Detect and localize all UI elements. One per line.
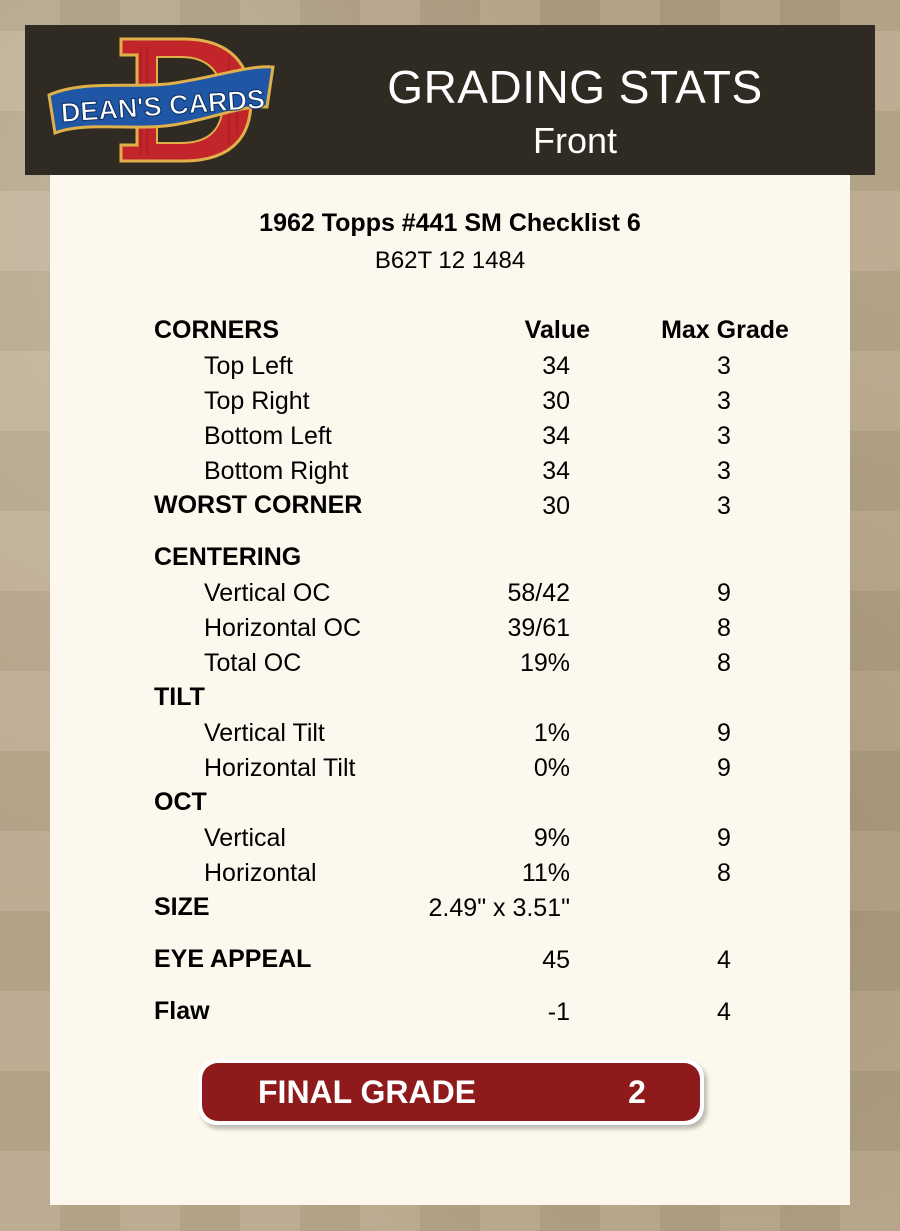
final-grade-badge <box>198 1059 704 1125</box>
eye-appeal-value: 45 <box>542 946 570 974</box>
flaw-max-grade: 4 <box>717 998 731 1026</box>
centering-value: 19% <box>519 649 570 677</box>
centering-max-grade: 8 <box>717 614 731 642</box>
corner-value: 30 <box>542 387 570 415</box>
oct-label: Vertical <box>204 824 286 852</box>
centering-max-grade: 8 <box>717 649 731 677</box>
page-title: GRADING STATS <box>387 61 763 113</box>
centering-value: 39/61 <box>507 614 570 642</box>
final-grade-label: FINAL GRADE <box>258 1074 477 1110</box>
corner-label: Top Left <box>204 352 293 380</box>
tilt-value: 0% <box>533 754 570 782</box>
corner-label: Top Right <box>204 387 310 415</box>
tilt-max-grade: 9 <box>717 719 731 747</box>
deans-cards-logo <box>45 37 285 165</box>
centering-label: Vertical OC <box>204 579 331 607</box>
corner-label: Bottom Right <box>204 457 349 485</box>
oct-heading: OCT <box>154 788 207 816</box>
size-value: 2.49" x 3.51" <box>428 894 570 922</box>
tilt-label: Vertical Tilt <box>204 719 325 747</box>
grading-panel <box>50 175 850 1205</box>
oct-value: 11% <box>521 859 570 887</box>
card-code: B62T 12 1484 <box>374 247 526 274</box>
centering-label: Total OC <box>204 649 302 677</box>
centering-heading: CENTERING <box>154 543 302 571</box>
eye-appeal-label: EYE APPEAL <box>154 945 312 973</box>
corner-max-grade: 3 <box>717 387 731 415</box>
corner-max-grade: 3 <box>717 352 731 380</box>
oct-max-grade: 9 <box>717 824 731 852</box>
final-grade-bar <box>202 1063 700 1121</box>
centering-max-grade: 9 <box>717 579 731 607</box>
corner-value: 34 <box>542 457 570 485</box>
tilt-label: Horizontal Tilt <box>204 754 356 782</box>
tilt-max-grade: 9 <box>717 754 731 782</box>
final-grade-value: 2 <box>628 1074 646 1110</box>
worst-corner-max-grade: 3 <box>717 492 731 520</box>
corner-value: 34 <box>542 422 570 450</box>
max-grade-column-header: Max Grade <box>661 316 789 344</box>
oct-value: 9% <box>533 824 570 852</box>
corner-max-grade: 3 <box>717 422 731 450</box>
oct-label: Horizontal <box>204 859 317 887</box>
corner-max-grade: 3 <box>717 457 731 485</box>
worst-corner-value: 30 <box>542 492 570 520</box>
logo-text: DEAN'S CARDS <box>59 83 266 129</box>
flaw-value: -1 <box>547 998 570 1026</box>
tilt-heading: TILT <box>154 683 205 711</box>
oct-max-grade: 8 <box>717 859 731 887</box>
corner-label: Bottom Left <box>204 422 332 450</box>
eye-appeal-max-grade: 4 <box>717 946 731 974</box>
flaw-label: Flaw <box>154 997 210 1025</box>
centering-value: 58/42 <box>507 579 570 607</box>
corner-value: 34 <box>542 352 570 380</box>
tilt-value: 1% <box>533 719 570 747</box>
page-subtitle: Front <box>532 120 618 161</box>
size-label: SIZE <box>154 893 210 921</box>
centering-label: Horizontal OC <box>204 614 361 642</box>
header-banner <box>25 25 875 175</box>
card-name: 1962 Topps #441 SM Checklist 6 <box>259 209 641 237</box>
corners-heading: CORNERS <box>154 316 280 344</box>
worst-corner-label: WORST CORNER <box>154 491 363 519</box>
value-column-header: Value <box>524 316 590 344</box>
